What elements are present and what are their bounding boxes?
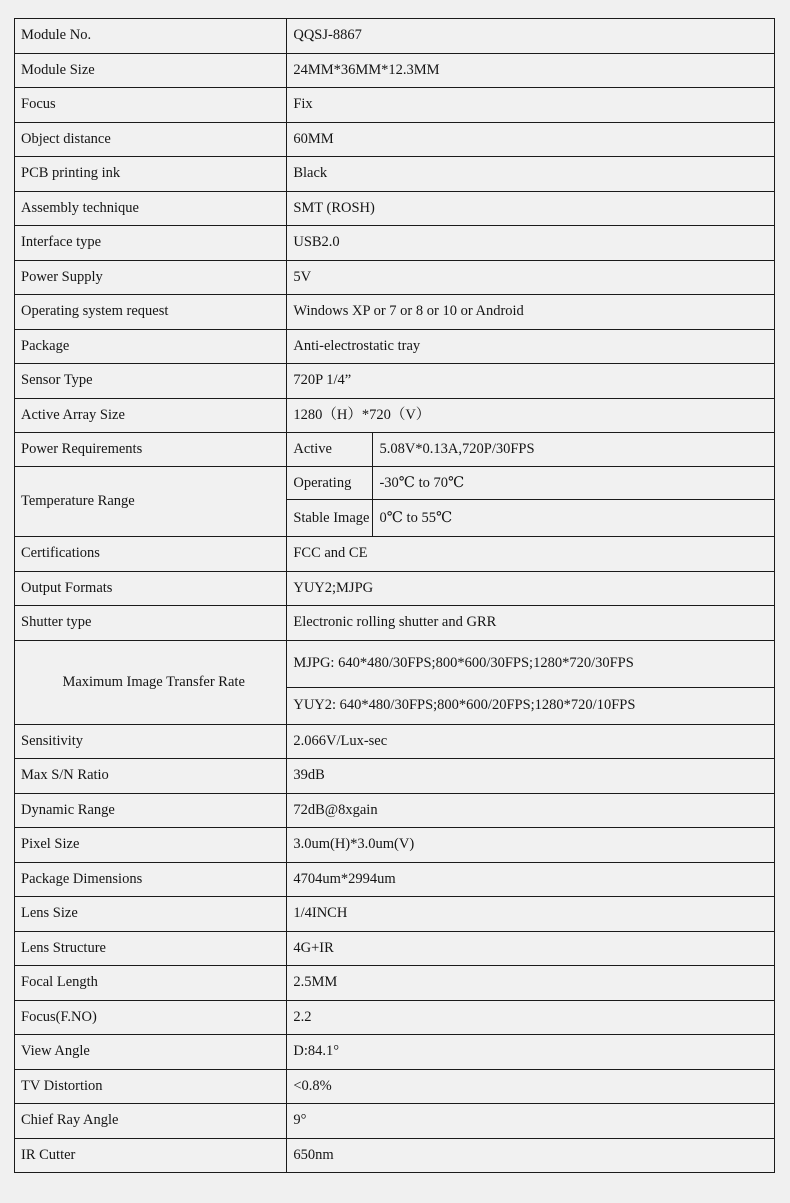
table-row [15, 571, 775, 606]
table-row [15, 966, 775, 1001]
table-row [15, 226, 775, 261]
spec-label: Dynamic Range [15, 793, 287, 828]
table-row-temperature-operating [15, 467, 775, 500]
spec-label: Temperature Range [15, 467, 287, 537]
spec-value: Black [287, 157, 775, 192]
spec-label: Lens Size [15, 897, 287, 932]
table-row-max-transfer-mjpg [15, 640, 775, 687]
table-row [15, 53, 775, 88]
table-row [15, 191, 775, 226]
table-row [15, 364, 775, 399]
spec-value: <0.8% [287, 1069, 775, 1104]
spec-label: Sensitivity [15, 724, 287, 759]
table-row-power-requirements [15, 433, 775, 467]
spec-label: Focus [15, 88, 287, 123]
spec-label: Focal Length [15, 966, 287, 1001]
table-row [15, 793, 775, 828]
table-row [15, 1069, 775, 1104]
spec-label: Maximum Image Transfer Rate [15, 640, 287, 724]
spec-label: Power Supply [15, 260, 287, 295]
spec-value: 2.5MM [287, 966, 775, 1001]
spec-value: Windows XP or 7 or 8 or 10 or Android [287, 295, 775, 330]
spec-label: Interface type [15, 226, 287, 261]
spec-value: 1280（H）*720（V） [287, 398, 775, 433]
spec-value: 60MM [287, 122, 775, 157]
spec-value: 4704um*2994um [287, 862, 775, 897]
spec-value: Fix [287, 88, 775, 123]
table-row [15, 537, 775, 572]
spec-label: Package Dimensions [15, 862, 287, 897]
spec-value: 3.0um(H)*3.0um(V) [287, 828, 775, 863]
spec-value: 9° [287, 1104, 775, 1139]
spec-value: 39dB [287, 759, 775, 794]
spec-label: Package [15, 329, 287, 364]
spec-value: 72dB@8xgain [287, 793, 775, 828]
spec-label: Power Requirements [15, 433, 287, 467]
table-row [15, 398, 775, 433]
spec-value: Anti-electrostatic tray [287, 329, 775, 364]
spec-value: 0℃ to 55℃ [373, 500, 775, 537]
spec-value: YUY2;MJPG [287, 571, 775, 606]
table-row [15, 1035, 775, 1070]
spec-value: QQSJ-8867 [287, 19, 775, 54]
table-row [15, 897, 775, 932]
specification-sheet [14, 18, 775, 1173]
spec-label: Output Formats [15, 571, 287, 606]
spec-label: Operating system request [15, 295, 287, 330]
spec-value: SMT (ROSH) [287, 191, 775, 226]
spec-value: 5V [287, 260, 775, 295]
table-row [15, 606, 775, 641]
specification-table-body [15, 19, 775, 1173]
spec-label: Active Array Size [15, 398, 287, 433]
specification-table [14, 18, 775, 1173]
table-row [15, 260, 775, 295]
spec-label: Focus(F.NO) [15, 1000, 287, 1035]
spec-label: Object distance [15, 122, 287, 157]
spec-value: 720P 1/4” [287, 364, 775, 399]
table-row [15, 329, 775, 364]
spec-value: D:84.1° [287, 1035, 775, 1070]
spec-label: Sensor Type [15, 364, 287, 399]
spec-value: 650nm [287, 1138, 775, 1173]
table-row [15, 1000, 775, 1035]
spec-value: Electronic rolling shutter and GRR [287, 606, 775, 641]
table-row [15, 759, 775, 794]
spec-sub-label: Operating [287, 467, 373, 500]
spec-label: Pixel Size [15, 828, 287, 863]
spec-value: MJPG: 640*480/30FPS;800*600/30FPS;1280*720/30FPS [287, 640, 775, 687]
spec-label: Module Size [15, 53, 287, 88]
spec-value: 24MM*36MM*12.3MM [287, 53, 775, 88]
spec-label: Assembly technique [15, 191, 287, 226]
spec-value: 4G+IR [287, 931, 775, 966]
spec-label: Certifications [15, 537, 287, 572]
spec-label: Lens Structure [15, 931, 287, 966]
table-row [15, 862, 775, 897]
spec-label: View Angle [15, 1035, 287, 1070]
table-row [15, 19, 775, 54]
spec-value: 1/4INCH [287, 897, 775, 932]
table-row [15, 122, 775, 157]
spec-label: Shutter type [15, 606, 287, 641]
table-row [15, 724, 775, 759]
spec-label: Module No. [15, 19, 287, 54]
spec-sub-label: Active [287, 433, 373, 467]
spec-sub-label: Stable Image [287, 500, 373, 537]
spec-value: USB2.0 [287, 226, 775, 261]
table-row [15, 931, 775, 966]
spec-label: IR Cutter [15, 1138, 287, 1173]
spec-value: -30℃ to 70℃ [373, 467, 775, 500]
spec-value: YUY2: 640*480/30FPS;800*600/20FPS;1280*720/10FPS [287, 687, 775, 724]
table-row [15, 157, 775, 192]
spec-value: 5.08V*0.13A,720P/30FPS [373, 433, 775, 467]
spec-label: Max S/N Ratio [15, 759, 287, 794]
spec-label: TV Distortion [15, 1069, 287, 1104]
spec-value: 2.066V/Lux-sec [287, 724, 775, 759]
spec-value: FCC and CE [287, 537, 775, 572]
table-row [15, 295, 775, 330]
table-row [15, 828, 775, 863]
table-row [15, 1104, 775, 1139]
table-row [15, 88, 775, 123]
spec-label: Chief Ray Angle [15, 1104, 287, 1139]
spec-label: PCB printing ink [15, 157, 287, 192]
table-row [15, 1138, 775, 1173]
spec-value: 2.2 [287, 1000, 775, 1035]
